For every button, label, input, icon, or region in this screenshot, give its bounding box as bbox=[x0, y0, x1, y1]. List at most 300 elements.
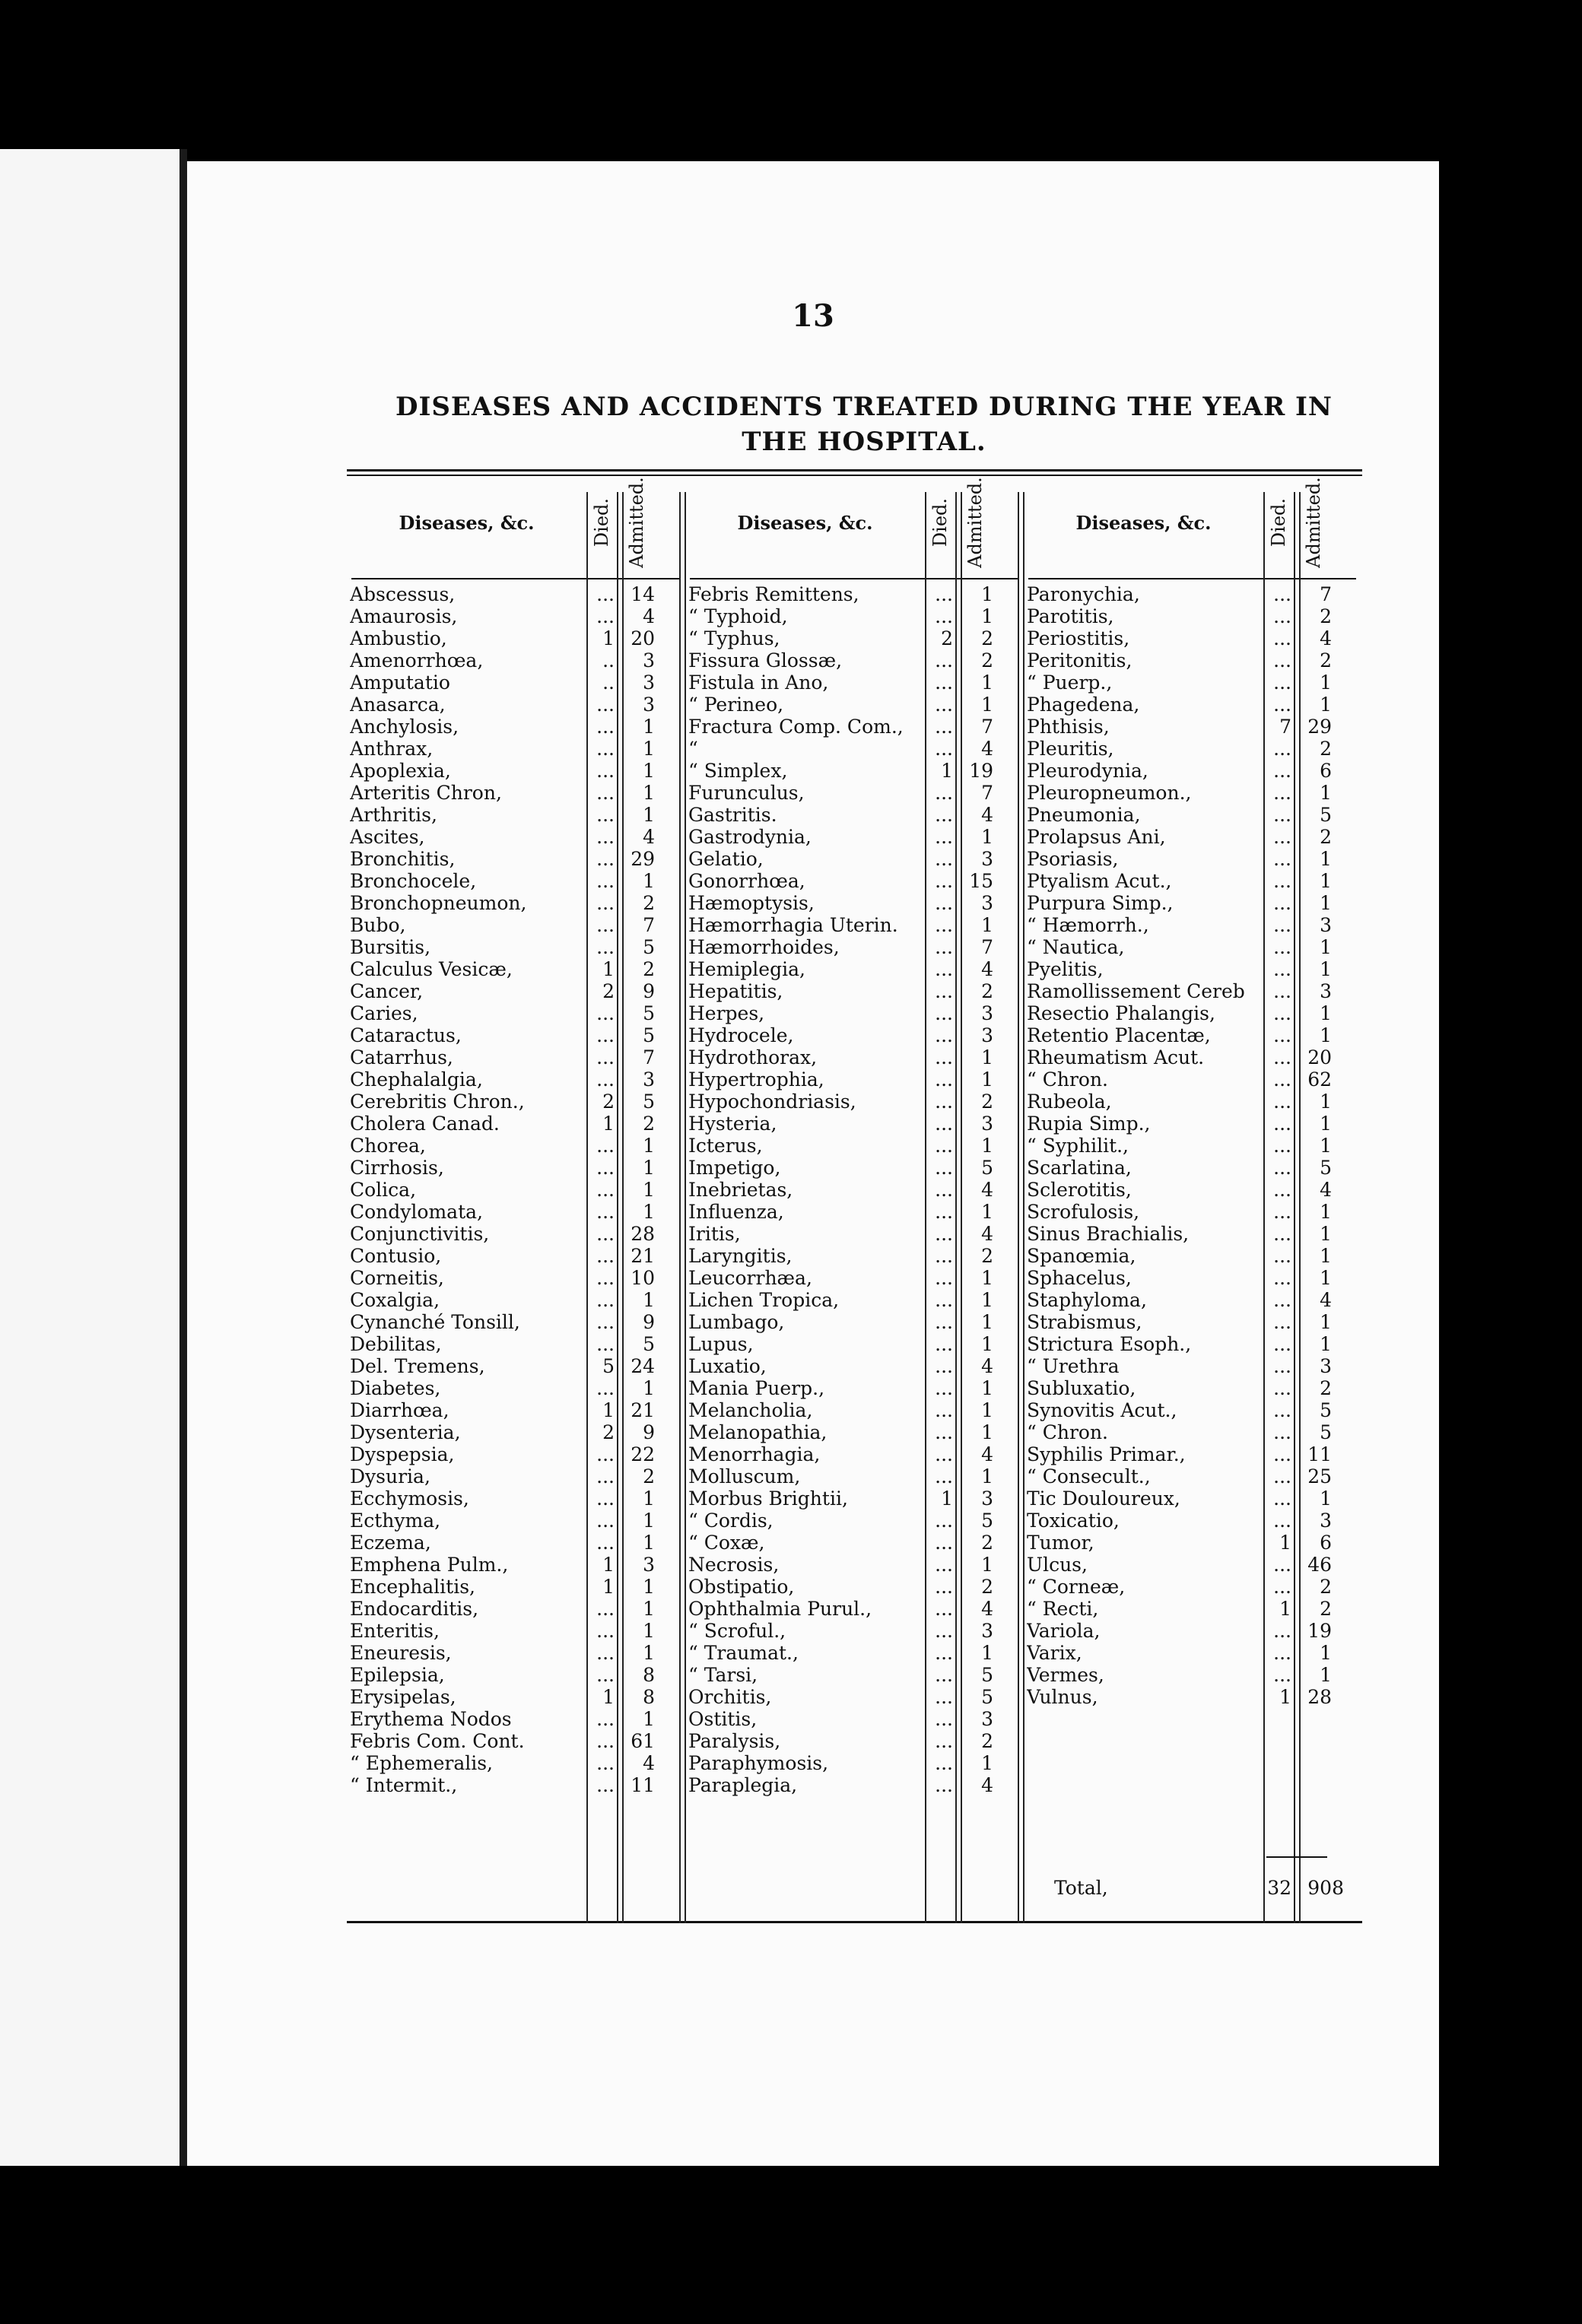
table-row bbox=[347, 1068, 685, 1091]
table-row bbox=[347, 1201, 685, 1223]
table-row bbox=[685, 649, 1024, 671]
disease-name: Hydrocele, bbox=[688, 1024, 794, 1046]
table-row bbox=[685, 1576, 1024, 1598]
admitted-count: 8 bbox=[643, 1664, 655, 1686]
died-count: ... bbox=[935, 914, 953, 936]
disease-name: Lichen Tropica, bbox=[688, 1289, 840, 1311]
disease-name: Hypochondriasis, bbox=[688, 1091, 856, 1113]
died-count: ... bbox=[935, 716, 953, 738]
died-count: ... bbox=[1273, 1377, 1291, 1399]
admitted-count: 5 bbox=[1320, 1421, 1332, 1443]
disease-name: Conjunctivitis, bbox=[350, 1223, 490, 1245]
disease-name: Hepatitis, bbox=[688, 980, 783, 1002]
disease-name: Iritis, bbox=[688, 1223, 741, 1245]
admitted-count: 2 bbox=[1320, 1576, 1332, 1598]
table-row bbox=[1024, 826, 1362, 848]
disease-name: Ecthyma, bbox=[350, 1510, 441, 1532]
disease-name: Eneuresis, bbox=[350, 1642, 452, 1664]
table-row bbox=[685, 1443, 1024, 1465]
disease-name: Luxatio, bbox=[688, 1355, 767, 1377]
admitted-count: 1 bbox=[1320, 1642, 1332, 1664]
died-count: ... bbox=[935, 1289, 953, 1311]
disease-name: Febris Com. Cont. bbox=[350, 1730, 525, 1752]
admitted-count: 1 bbox=[981, 1377, 993, 1399]
disease-name: Synovitis Acut., bbox=[1027, 1399, 1177, 1421]
disease-name: Diabetes, bbox=[350, 1377, 441, 1399]
table-row bbox=[685, 1355, 1024, 1377]
admitted-count: 1 bbox=[1320, 1201, 1332, 1223]
disease-name: Anasarca, bbox=[350, 694, 446, 716]
died-count: ... bbox=[1273, 1002, 1291, 1024]
disease-name: Laryngitis, bbox=[688, 1245, 793, 1267]
table-row bbox=[685, 1752, 1024, 1774]
admitted-count: 7 bbox=[981, 716, 993, 738]
died-count: ... bbox=[596, 1598, 615, 1620]
disease-name: Bronchopneumon, bbox=[350, 892, 527, 914]
died-count: .. bbox=[602, 649, 615, 671]
admitted-count: 3 bbox=[981, 1002, 993, 1024]
admitted-count: 1 bbox=[981, 1135, 993, 1157]
admitted-count: 1 bbox=[1320, 1135, 1332, 1157]
disease-name: Cerebritis Chron., bbox=[350, 1091, 525, 1113]
disease-name: Ptyalism Acut., bbox=[1027, 870, 1172, 892]
disease-name: Caries, bbox=[350, 1002, 418, 1024]
table-row bbox=[685, 1002, 1024, 1024]
admitted-count: 1 bbox=[1320, 1333, 1332, 1355]
header-diseases: Diseases, &c. bbox=[1075, 511, 1212, 534]
disease-name: Amaurosis, bbox=[350, 605, 458, 627]
died-count: ... bbox=[1273, 671, 1291, 694]
admitted-count: 1 bbox=[981, 605, 993, 627]
admitted-count: 1 bbox=[643, 1179, 655, 1201]
admitted-count: 2 bbox=[643, 892, 655, 914]
table-row bbox=[347, 1664, 685, 1686]
died-count: ... bbox=[1273, 1554, 1291, 1576]
admitted-count: 5 bbox=[643, 1024, 655, 1046]
table-row bbox=[347, 1289, 685, 1311]
disease-name: “ bbox=[688, 738, 698, 760]
died-count: 2 bbox=[941, 627, 953, 649]
admitted-count: 1 bbox=[981, 694, 993, 716]
disease-name: Tic Douloureux, bbox=[1027, 1487, 1180, 1510]
disease-name: Ulcus, bbox=[1027, 1554, 1088, 1576]
disease-name: Paraplegia, bbox=[688, 1774, 798, 1796]
table-row bbox=[685, 1642, 1024, 1664]
died-count: ... bbox=[1273, 1664, 1291, 1686]
admitted-count: 5 bbox=[981, 1664, 993, 1686]
admitted-count: 1 bbox=[643, 1157, 655, 1179]
table-row bbox=[347, 980, 685, 1002]
table-row bbox=[347, 1752, 685, 1774]
admitted-count: 3 bbox=[981, 1708, 993, 1730]
table-row bbox=[347, 782, 685, 804]
table-row bbox=[347, 1421, 685, 1443]
disease-name: Chephalalgia, bbox=[350, 1068, 483, 1091]
died-count: ... bbox=[935, 1179, 953, 1201]
disease-name: Parotitis, bbox=[1027, 605, 1114, 627]
disease-name: Anchylosis, bbox=[350, 716, 459, 738]
disease-name: Condylomata, bbox=[350, 1201, 483, 1223]
admitted-count: 5 bbox=[981, 1510, 993, 1532]
table-row bbox=[347, 1377, 685, 1399]
disease-name: Amenorrhœa, bbox=[350, 649, 484, 671]
admitted-count: 3 bbox=[1320, 980, 1332, 1002]
table-row bbox=[685, 1554, 1024, 1576]
disease-name: “ Cordis, bbox=[688, 1510, 774, 1532]
title-line-1: DISEASES AND ACCIDENTS TREATED DURING THE YEAR IN bbox=[395, 392, 1333, 422]
admitted-count: 2 bbox=[981, 1532, 993, 1554]
table-row bbox=[347, 1686, 685, 1708]
table-row bbox=[347, 870, 685, 892]
died-count: ... bbox=[596, 1002, 615, 1024]
died-count: ... bbox=[935, 980, 953, 1002]
table-row bbox=[1024, 1465, 1362, 1487]
disease-name: Rubeola, bbox=[1027, 1091, 1112, 1113]
died-count: ... bbox=[935, 1510, 953, 1532]
died-count: ... bbox=[935, 1267, 953, 1289]
table-row bbox=[1024, 936, 1362, 958]
disease-name: Rheumatism Acut. bbox=[1027, 1046, 1205, 1068]
disease-name: Eczema, bbox=[350, 1532, 431, 1554]
died-count: ... bbox=[1273, 1267, 1291, 1289]
table-row bbox=[685, 848, 1024, 870]
admitted-count: 2 bbox=[643, 958, 655, 980]
table-row bbox=[347, 1002, 685, 1024]
disease-name: Ascites, bbox=[350, 826, 425, 848]
died-count: ... bbox=[1273, 1179, 1291, 1201]
admitted-count: 3 bbox=[1320, 1510, 1332, 1532]
table-row bbox=[1024, 1245, 1362, 1267]
table-row bbox=[685, 1201, 1024, 1223]
table-row bbox=[1024, 1113, 1362, 1135]
died-count: ... bbox=[596, 1487, 615, 1510]
table-row bbox=[347, 694, 685, 716]
table-row bbox=[685, 1598, 1024, 1620]
died-count: ... bbox=[1273, 605, 1291, 627]
died-count: ... bbox=[1273, 1046, 1291, 1068]
died-count: ... bbox=[935, 1091, 953, 1113]
admitted-count: 1 bbox=[1320, 1267, 1332, 1289]
table-row bbox=[347, 1443, 685, 1465]
total-row bbox=[1024, 1877, 1362, 1899]
admitted-count: 3 bbox=[981, 1487, 993, 1510]
table-row bbox=[1024, 671, 1362, 694]
disease-name: Pleuritis, bbox=[1027, 738, 1114, 760]
table-row bbox=[347, 1708, 685, 1730]
disease-name: Menorrhagia, bbox=[688, 1443, 821, 1465]
table-row bbox=[685, 605, 1024, 627]
disease-name: “ Chron. bbox=[1027, 1421, 1109, 1443]
admitted-count: 1 bbox=[1320, 958, 1332, 980]
died-count: ... bbox=[596, 760, 615, 782]
died-count: 1 bbox=[1279, 1532, 1291, 1554]
disease-name: Bronchocele, bbox=[350, 870, 477, 892]
died-count: ... bbox=[1273, 1113, 1291, 1135]
disease-name: Paraphymosis, bbox=[688, 1752, 829, 1774]
disease-name: Bubo, bbox=[350, 914, 406, 936]
admitted-count: 1 bbox=[1320, 1223, 1332, 1245]
disease-name: Furunculus, bbox=[688, 782, 805, 804]
died-count: 1 bbox=[602, 1686, 615, 1708]
disease-name: Rupia Simp., bbox=[1027, 1113, 1151, 1135]
admitted-count: 3 bbox=[643, 1554, 655, 1576]
admitted-count: 4 bbox=[1320, 1289, 1332, 1311]
disease-name: Gastrodynia, bbox=[688, 826, 812, 848]
died-count: ... bbox=[1273, 1465, 1291, 1487]
table-row bbox=[685, 1377, 1024, 1399]
table-row bbox=[685, 1664, 1024, 1686]
table-row bbox=[1024, 1267, 1362, 1289]
table-bottom-rule bbox=[347, 1921, 1362, 1923]
died-count: ... bbox=[1273, 1421, 1291, 1443]
table-row bbox=[347, 671, 685, 694]
died-count: ... bbox=[935, 694, 953, 716]
table-row bbox=[1024, 605, 1362, 627]
total-rule bbox=[1266, 1856, 1327, 1858]
disease-name: Staphyloma, bbox=[1027, 1289, 1147, 1311]
disease-name: “ Puerp., bbox=[1027, 671, 1113, 694]
died-count: ... bbox=[1273, 870, 1291, 892]
disease-name: Catarrhus, bbox=[350, 1046, 453, 1068]
table-row bbox=[685, 694, 1024, 716]
table-row bbox=[347, 1113, 685, 1135]
admitted-count: 46 bbox=[1307, 1554, 1332, 1576]
table-row bbox=[685, 1730, 1024, 1752]
table-row bbox=[1024, 782, 1362, 804]
table-row bbox=[347, 1642, 685, 1664]
admitted-count: 5 bbox=[643, 1091, 655, 1113]
died-count: ... bbox=[935, 1245, 953, 1267]
disease-name: Diarrhœa, bbox=[350, 1399, 450, 1421]
admitted-count: 4 bbox=[643, 605, 655, 627]
disease-name: Pleuropneumon., bbox=[1027, 782, 1192, 804]
admitted-count: 1 bbox=[643, 1620, 655, 1642]
disease-name: Sphacelus, bbox=[1027, 1267, 1132, 1289]
died-count: ... bbox=[1273, 1487, 1291, 1510]
admitted-count: 2 bbox=[981, 649, 993, 671]
died-count: ... bbox=[935, 1730, 953, 1752]
table-row bbox=[1024, 914, 1362, 936]
admitted-count: 2 bbox=[1320, 738, 1332, 760]
died-count: ... bbox=[935, 848, 953, 870]
admitted-count: 5 bbox=[643, 1333, 655, 1355]
admitted-count: 1 bbox=[643, 1487, 655, 1510]
died-count: ... bbox=[935, 1421, 953, 1443]
admitted-count: 1 bbox=[981, 1311, 993, 1333]
admitted-count: 1 bbox=[643, 1598, 655, 1620]
table-row bbox=[347, 1046, 685, 1068]
died-count: ... bbox=[935, 1708, 953, 1730]
admitted-count: 2 bbox=[981, 980, 993, 1002]
died-count: ... bbox=[935, 1686, 953, 1708]
header-admitted-label: Admitted. bbox=[1303, 477, 1324, 568]
admitted-count: 5 bbox=[981, 1157, 993, 1179]
table-row bbox=[685, 1046, 1024, 1068]
admitted-count: 61 bbox=[631, 1730, 655, 1752]
disease-name: Sinus Brachialis, bbox=[1027, 1223, 1190, 1245]
table-row bbox=[347, 1157, 685, 1179]
admitted-count: 4 bbox=[643, 826, 655, 848]
admitted-count: 14 bbox=[631, 583, 655, 605]
admitted-count: 3 bbox=[981, 1113, 993, 1135]
admitted-count: 1 bbox=[643, 1377, 655, 1399]
disease-name: Cirrhosis, bbox=[350, 1157, 444, 1179]
disease-name: Dysenteria, bbox=[350, 1421, 461, 1443]
table-row bbox=[685, 958, 1024, 980]
died-count: ... bbox=[935, 649, 953, 671]
died-count: ... bbox=[1273, 1201, 1291, 1223]
table-row bbox=[685, 1774, 1024, 1796]
admitted-count: 5 bbox=[1320, 1399, 1332, 1421]
title-line-2: THE HOSPITAL. bbox=[742, 427, 986, 457]
died-count: 1 bbox=[1279, 1598, 1291, 1620]
table-row bbox=[347, 1267, 685, 1289]
table-row bbox=[1024, 1377, 1362, 1399]
table-row bbox=[1024, 1311, 1362, 1333]
admitted-count: 4 bbox=[981, 1598, 993, 1620]
header-died-label: Died. bbox=[591, 497, 612, 548]
died-count: ... bbox=[596, 1289, 615, 1311]
died-count: ... bbox=[596, 1465, 615, 1487]
disease-name: Endocarditis, bbox=[350, 1598, 479, 1620]
admitted-count: 1 bbox=[981, 1421, 993, 1443]
died-count: 1 bbox=[602, 1113, 615, 1135]
disease-name: Herpes, bbox=[688, 1002, 765, 1024]
disease-name: Bursitis, bbox=[350, 936, 431, 958]
table-row bbox=[347, 826, 685, 848]
disease-name: Erythema Nodos bbox=[350, 1708, 512, 1730]
died-count: 1 bbox=[602, 1554, 615, 1576]
admitted-count: 4 bbox=[1320, 1179, 1332, 1201]
died-count: ... bbox=[596, 1443, 615, 1465]
table-row bbox=[1024, 1157, 1362, 1179]
disease-name: Ambustio, bbox=[350, 627, 447, 649]
disease-name: “ Intermit., bbox=[350, 1774, 458, 1796]
table-row bbox=[1024, 1223, 1362, 1245]
died-count: ... bbox=[1273, 1642, 1291, 1664]
admitted-count: 1 bbox=[1320, 1487, 1332, 1510]
disease-name: Erysipelas, bbox=[350, 1686, 456, 1708]
table-row bbox=[347, 649, 685, 671]
admitted-count: 1 bbox=[981, 826, 993, 848]
table-row bbox=[685, 980, 1024, 1002]
table-row bbox=[685, 1091, 1024, 1113]
disease-name: “ Simplex, bbox=[688, 760, 788, 782]
disease-name: Apoplexia, bbox=[350, 760, 451, 782]
died-count: ... bbox=[935, 870, 953, 892]
admitted-count: 28 bbox=[1307, 1686, 1332, 1708]
disease-name: Melancholia, bbox=[688, 1399, 813, 1421]
disease-name: Chorea, bbox=[350, 1135, 426, 1157]
died-count: ... bbox=[1273, 848, 1291, 870]
died-count: ... bbox=[596, 1620, 615, 1642]
table-row bbox=[347, 1311, 685, 1333]
died-count: ... bbox=[1273, 1333, 1291, 1355]
died-count: 2 bbox=[602, 1421, 615, 1443]
disease-name: Icterus, bbox=[688, 1135, 763, 1157]
table-row bbox=[1024, 738, 1362, 760]
died-count: 1 bbox=[602, 1399, 615, 1421]
died-count: 7 bbox=[1279, 716, 1291, 738]
table-row bbox=[1024, 1510, 1362, 1532]
admitted-count: 9 bbox=[643, 980, 655, 1002]
died-count: ... bbox=[1273, 1443, 1291, 1465]
admitted-count: 20 bbox=[1307, 1046, 1332, 1068]
admitted-count: 4 bbox=[1320, 627, 1332, 649]
admitted-count: 1 bbox=[1320, 671, 1332, 694]
admitted-count: 3 bbox=[981, 1024, 993, 1046]
disease-name: Mania Puerp., bbox=[688, 1377, 825, 1399]
disease-name: Cancer, bbox=[350, 980, 424, 1002]
table-row bbox=[685, 1532, 1024, 1554]
table-row bbox=[685, 1267, 1024, 1289]
disease-name: Impetigo, bbox=[688, 1157, 781, 1179]
died-count: ... bbox=[596, 1311, 615, 1333]
disease-name: Scrofulosis, bbox=[1027, 1201, 1140, 1223]
admitted-count: 1 bbox=[643, 1576, 655, 1598]
table-row bbox=[1024, 1576, 1362, 1598]
table-row bbox=[1024, 1664, 1362, 1686]
admitted-count: 1 bbox=[1320, 1091, 1332, 1113]
disease-name: Pyelitis, bbox=[1027, 958, 1104, 980]
admitted-count: 28 bbox=[631, 1223, 655, 1245]
table-row bbox=[685, 782, 1024, 804]
admitted-count: 25 bbox=[1307, 1465, 1332, 1487]
admitted-count: 2 bbox=[643, 1113, 655, 1135]
table-row bbox=[685, 627, 1024, 649]
died-count: ... bbox=[596, 826, 615, 848]
died-count: ... bbox=[596, 848, 615, 870]
header-died-label: Died. bbox=[929, 497, 951, 548]
table-row bbox=[1024, 1289, 1362, 1311]
died-count: ... bbox=[596, 716, 615, 738]
disease-name: Fissura Glossæ, bbox=[688, 649, 843, 671]
table-row bbox=[685, 1024, 1024, 1046]
died-count: ... bbox=[596, 694, 615, 716]
died-count: ... bbox=[1273, 980, 1291, 1002]
admitted-count: 1 bbox=[981, 1752, 993, 1774]
document-page bbox=[187, 161, 1439, 2166]
disease-name: Ostitis, bbox=[688, 1708, 758, 1730]
table-row bbox=[347, 1355, 685, 1377]
died-count: ... bbox=[935, 1598, 953, 1620]
admitted-count: 3 bbox=[981, 1620, 993, 1642]
admitted-count: 1 bbox=[643, 1642, 655, 1664]
table-row bbox=[347, 583, 685, 605]
table-row bbox=[347, 804, 685, 826]
table-row bbox=[1024, 1091, 1362, 1113]
admitted-count: 2 bbox=[981, 1245, 993, 1267]
admitted-count: 1 bbox=[1320, 1002, 1332, 1024]
died-count: ... bbox=[935, 1355, 953, 1377]
admitted-count: 10 bbox=[631, 1267, 655, 1289]
admitted-count: 4 bbox=[981, 1355, 993, 1377]
died-count: ... bbox=[596, 1752, 615, 1774]
died-count: ... bbox=[935, 1532, 953, 1554]
disease-name: Variola, bbox=[1027, 1620, 1101, 1642]
disease-name: “ Scroful., bbox=[688, 1620, 786, 1642]
table-row bbox=[347, 1620, 685, 1642]
died-count: ... bbox=[935, 1576, 953, 1598]
died-count: ... bbox=[935, 1465, 953, 1487]
admitted-count: 4 bbox=[981, 804, 993, 826]
admitted-count: 29 bbox=[631, 848, 655, 870]
died-count: ... bbox=[596, 1708, 615, 1730]
died-count: ... bbox=[596, 936, 615, 958]
died-count: ... bbox=[1273, 1024, 1291, 1046]
admitted-count: 1 bbox=[643, 782, 655, 804]
disease-name: Retentio Placentæ, bbox=[1027, 1024, 1211, 1046]
